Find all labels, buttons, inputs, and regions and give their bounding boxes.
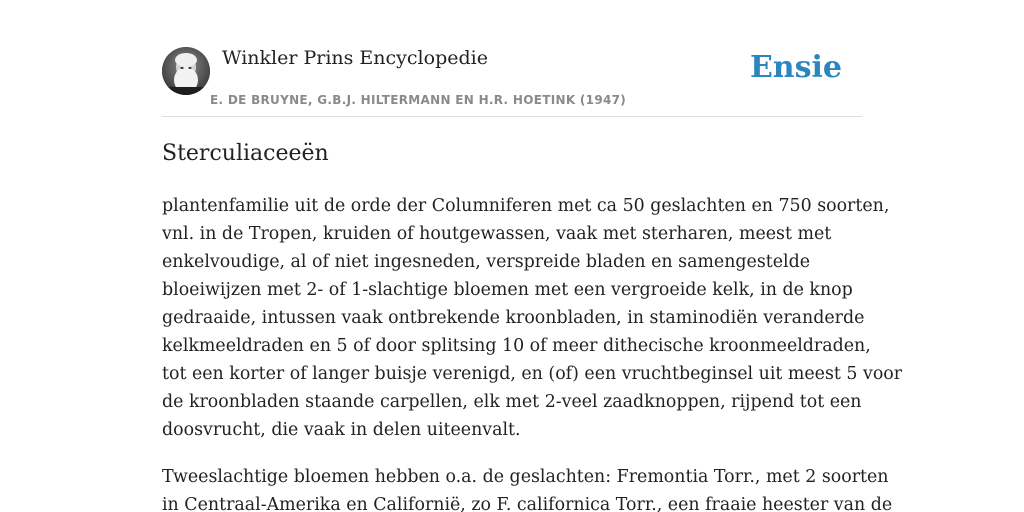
ensie-logo-link[interactable]: Ensie xyxy=(749,50,842,85)
article-paragraph xyxy=(162,463,893,512)
text-line: de kroonbladen staande carpellen, elk met 2-veel zaadknoppen, rijpend tot een xyxy=(162,392,862,412)
author-portrait-image xyxy=(162,47,210,95)
text-line: bloeiwijzen met 2- of 1-slachtige bloemen met een vergroeide kelk, in de knop xyxy=(162,280,853,300)
source-authors: E. DE BRUYNE, G.B.J. HILTERMANN EN H.R. HOETINK (1947) xyxy=(210,93,627,107)
text-line: in Centraal-Amerika en Californië, zo F. californica Torr., een fraaie heester van de xyxy=(162,495,893,512)
article-title: Sterculiaceeën xyxy=(162,141,329,166)
site-title[interactable]: Winkler Prins Encyclopedie xyxy=(222,47,488,69)
text-line: plantenfamilie uit de orde der Columniferen met ca 50 geslachten en 750 soorten, xyxy=(162,196,890,216)
text-line: vnl. in de Tropen, kruiden of houtgewassen, vaak met sterharen, meest met xyxy=(162,224,832,244)
text-line: doosvrucht, die vaak in delen uiteenvalt. xyxy=(162,420,521,440)
text-line: tot een korter of langer buisje verenigd, en (of) een vruchtbeginsel uit meest 5 voor xyxy=(162,364,903,384)
text-line: enkelvoudige, al of niet ingesneden, verspreide bladen en samengestelde xyxy=(162,252,811,272)
author-avatar xyxy=(162,47,210,95)
article-paragraph xyxy=(162,192,903,444)
text-line: Tweeslachtige bloemen hebben o.a. de geslachten: Fremontia Torr., met 2 soorten xyxy=(162,467,889,487)
site-header xyxy=(162,44,862,117)
article-body xyxy=(162,192,903,512)
text-line: gedraaide, intussen vaak ontbrekende kroonbladen, in staminodiën veranderde xyxy=(162,308,865,328)
text-line: kelkmeeldraden en 5 of door splitsing 10 of meer dithecische kroonmeeldraden, xyxy=(162,336,871,356)
